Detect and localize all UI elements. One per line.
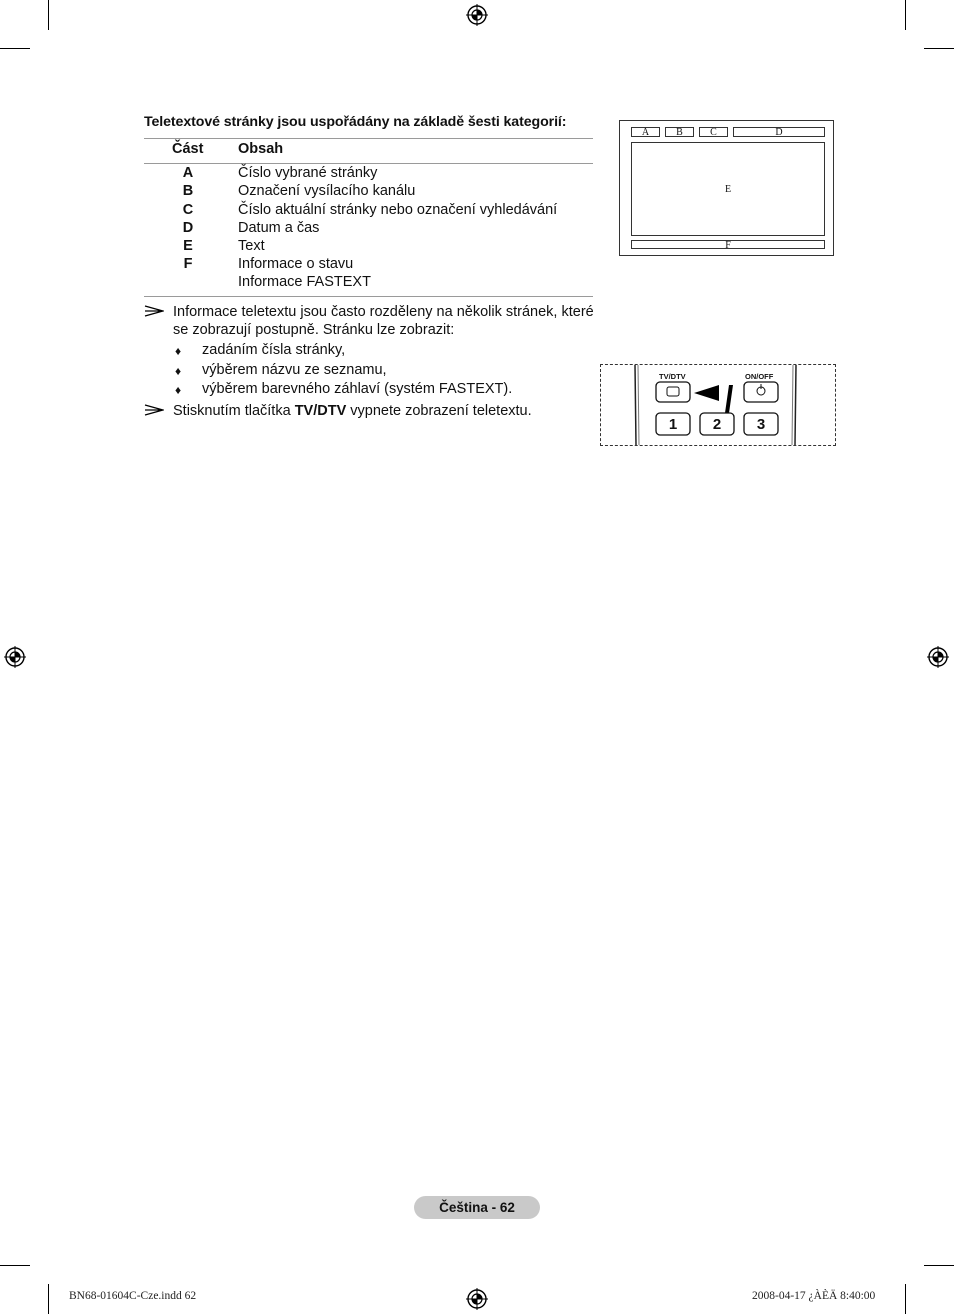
diagram-label-f: F bbox=[631, 240, 825, 249]
note-button-name: TV/DTV bbox=[294, 403, 347, 419]
table-header-part: Část bbox=[172, 141, 204, 157]
registration-mark-icon bbox=[927, 646, 949, 668]
registration-mark-icon bbox=[466, 1288, 488, 1310]
note-paragraph bbox=[173, 402, 609, 420]
crop-mark bbox=[924, 48, 954, 49]
row-part-label: C bbox=[182, 202, 194, 218]
bullet-diamond-icon: ♦ bbox=[175, 364, 182, 378]
note-text: Stisknutím tlačítka bbox=[173, 403, 295, 419]
registration-mark-icon bbox=[466, 4, 488, 26]
diagram-label-b: B bbox=[665, 127, 694, 137]
row-content: Číslo aktuální stránky nebo označení vyhledávání bbox=[238, 202, 558, 218]
row-part-label: F bbox=[183, 256, 193, 272]
print-slug-left: BN68-01604C-Cze.indd 62 bbox=[69, 1290, 197, 1302]
key-2-label: 2 bbox=[712, 416, 722, 433]
note-paragraph: Informace teletextu jsou často rozděleny na několik stránek, které se zobrazují postupně. Stránku lze zobrazit: bbox=[173, 304, 594, 338]
row-content: Informace o stavu bbox=[238, 256, 354, 272]
registration-mark-icon bbox=[4, 646, 26, 668]
on-off-button-label: ON/OFF bbox=[745, 372, 774, 381]
diagram-label-c: C bbox=[699, 127, 728, 137]
teletext-layout-diagram bbox=[619, 120, 834, 256]
key-3-label: 3 bbox=[756, 416, 766, 433]
diagram-label-d: D bbox=[733, 127, 825, 137]
remote-body-icon bbox=[601, 365, 835, 445]
table-top-rule bbox=[144, 138, 593, 139]
page-number-badge: Čeština - 62 bbox=[414, 1196, 540, 1219]
row-content: Datum a čas bbox=[238, 220, 320, 236]
section-heading: Teletextové stránky jsou uspořádány na základě šesti kategorií: bbox=[144, 114, 567, 130]
table-bottom-rule bbox=[144, 296, 593, 297]
diagram-label-e bbox=[631, 142, 825, 236]
diagram-label-a: A bbox=[631, 127, 660, 137]
crop-mark bbox=[905, 1284, 906, 1314]
print-slug-right: 2008-04-17 ¿ÀÈÄ 8:40:00 bbox=[752, 1290, 876, 1302]
crop-mark bbox=[924, 1265, 954, 1266]
note-arrow-icon bbox=[144, 404, 164, 416]
key-1-label: 1 bbox=[668, 416, 678, 433]
note-arrow-icon bbox=[144, 305, 164, 317]
tv-dtv-button-label: TV/DTV bbox=[659, 372, 686, 381]
row-part-label: A bbox=[182, 165, 194, 181]
table-header-rule bbox=[144, 163, 593, 164]
crop-mark bbox=[0, 48, 30, 49]
list-item: výběrem názvu ze seznamu, bbox=[202, 362, 387, 378]
table-header-content: Obsah bbox=[238, 141, 284, 157]
row-part-label: D bbox=[182, 220, 194, 236]
bullet-diamond-icon: ♦ bbox=[175, 383, 182, 397]
note-text: vypnete zobrazení teletextu. bbox=[346, 403, 532, 419]
row-part-label: E bbox=[183, 238, 193, 254]
row-part-label: B bbox=[182, 183, 194, 199]
bullet-diamond-icon: ♦ bbox=[175, 344, 182, 358]
remote-control-illustration bbox=[600, 364, 836, 446]
row-content: Text bbox=[238, 238, 265, 254]
row-content: Číslo vybrané stránky bbox=[238, 165, 378, 181]
row-content: Označení vysílacího kanálu bbox=[238, 183, 416, 199]
crop-mark bbox=[48, 0, 49, 30]
list-item: zadáním čísla stránky, bbox=[202, 342, 346, 358]
diagram-label-e-text: E bbox=[724, 184, 732, 195]
crop-mark bbox=[0, 1265, 30, 1266]
crop-mark bbox=[905, 0, 906, 30]
crop-mark bbox=[48, 1284, 49, 1314]
row-content: Informace FASTEXT bbox=[238, 274, 371, 290]
list-item: výběrem barevného záhlaví (systém FASTEXT). bbox=[202, 381, 513, 397]
